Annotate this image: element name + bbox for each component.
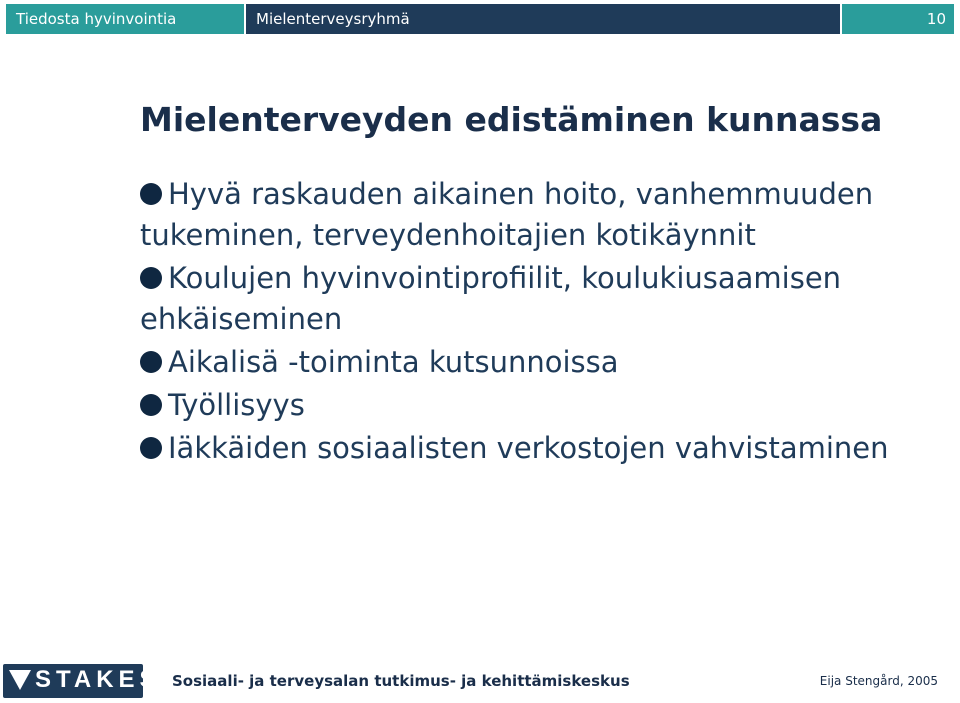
bullet-item xyxy=(140,428,940,469)
bullet-dot-icon xyxy=(140,437,162,459)
bullet-text: Iäkkäiden sosiaalisten verkostojen vahvistaminen xyxy=(168,431,889,465)
stakes-logo-mark-icon xyxy=(9,670,31,690)
header-left-label: Tiedosta hyvinvointia xyxy=(6,4,244,34)
stakes-logo-text: STAKES xyxy=(35,666,161,693)
bullet-text: Koulujen hyvinvointiprofiilit, koulukiusaamisen ehkäiseminen xyxy=(140,261,842,336)
bullet-text: Hyvä raskauden aikainen hoito, vanhemmuuden tukeminen, terveydenhoitajien kotikäynnit xyxy=(140,177,874,252)
slide-title: Mielenterveyden edistäminen kunnassa xyxy=(140,100,883,139)
bullet-list xyxy=(140,174,940,471)
header-bar xyxy=(0,0,960,38)
footer-author: Eija Stengård, 2005 xyxy=(819,674,938,688)
footer xyxy=(0,660,960,703)
bullet-item xyxy=(140,342,940,383)
bullet-item xyxy=(140,174,940,256)
bullet-dot-icon xyxy=(140,351,162,373)
slide-number: 10 xyxy=(842,4,954,34)
bullet-item xyxy=(140,258,940,340)
bullet-text: Aikalisä -toiminta kutsunnoissa xyxy=(168,345,619,379)
bullet-dot-icon xyxy=(140,183,162,205)
bullet-text: Työllisyys xyxy=(168,388,305,422)
stakes-logo xyxy=(3,664,161,698)
bullet-item xyxy=(140,385,940,426)
bullet-dot-icon xyxy=(140,267,162,289)
footer-organization: Sosiaali- ja terveysalan tutkimus- ja kehittämiskeskus xyxy=(172,672,630,690)
bullet-dot-icon xyxy=(140,394,162,416)
header-group-label: Mielenterveysryhmä xyxy=(246,4,840,34)
